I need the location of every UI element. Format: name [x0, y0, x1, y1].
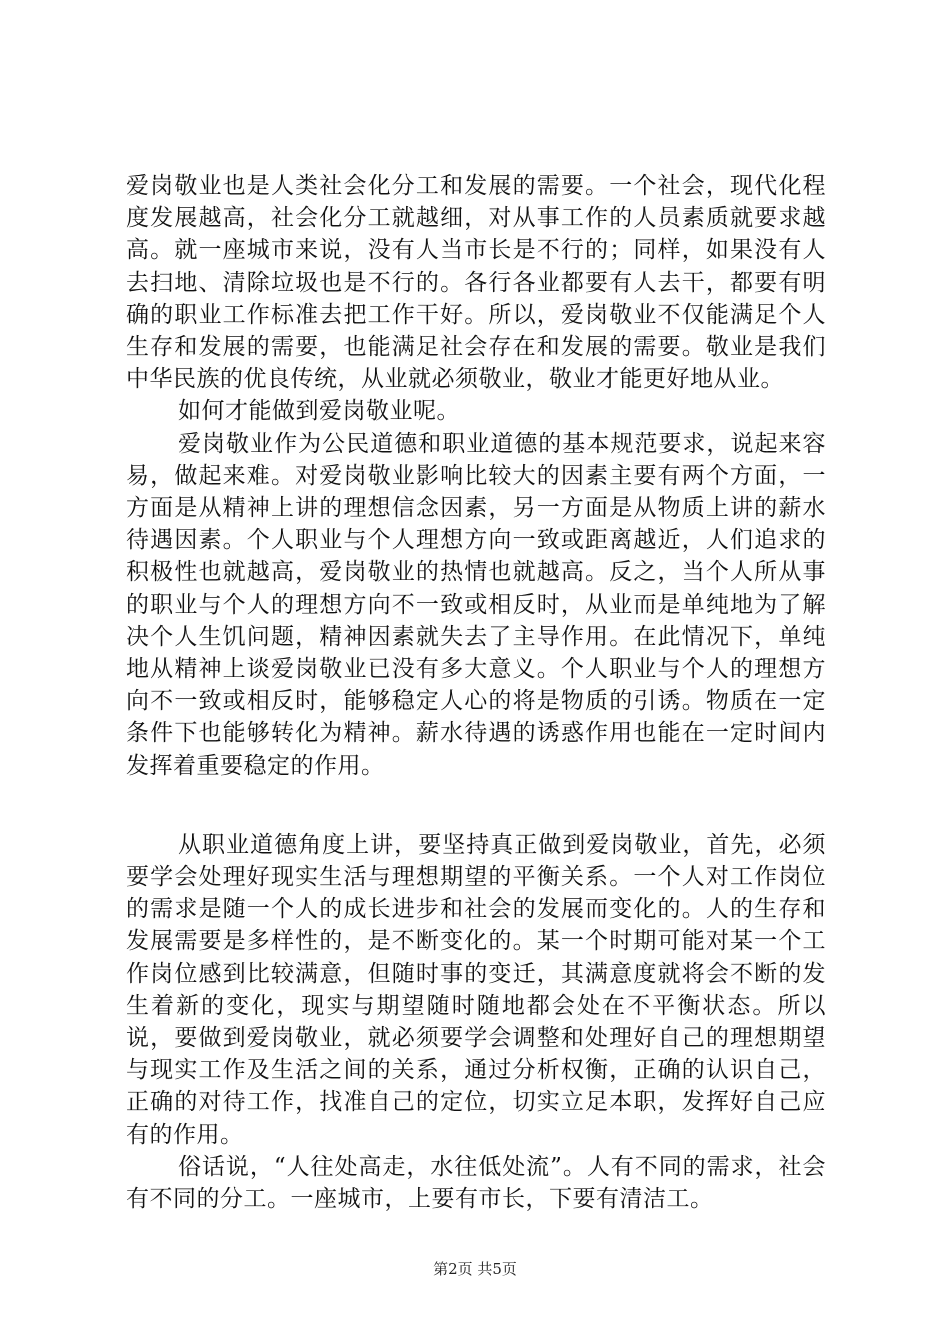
- paragraph-2: 如何才能做到爱岗敬业呢。: [178, 398, 460, 425]
- paragraph-spacer: [126, 782, 826, 829]
- paragraph-1: 爱岗敬业也是人类社会化分工和发展的需要。一个社会，现代化程度发展越高，社会化分工就越细，对从事工作的人员素质就要求越高。就一座城市来说，没有人当市长是不行的；同样，如果没有人去扫地、清除垃圾也是不行的。各行各业都要有人去干，都要有明确的职业工作标准去把工作干好。所以，爱岗敬业不仅能满足个人生存和发展的需要，也能满足社会存在和发展的需要。敬业是我们中华民族的优良传统，从业就必须敬业，敬业才能更好地从业。: [126, 173, 826, 393]
- document-body: [126, 170, 826, 1215]
- paragraph-5: 俗话说，“人往处高走，水往低处流”。人有不同的需求，社会有不同的分工。一座城市，上要有市长，下要有清洁工。: [126, 1153, 826, 1213]
- page-number-footer: 第2页 共5页: [433, 1260, 517, 1278]
- paragraph-4: 从职业道德角度上讲，要坚持真正做到爱岗敬业，首先，必须要学会处理好现实生活与理想期望的平衡关系。一个人对工作岗位的需求是随一个人的成长进步和社会的发展而变化的。人的生存和发展需要是多样性的，是不断变化的。某一个时期可能对某一个工作岗位感到比较满意，但随时事的变迁，其满意度就将会不断的发生着新的变化，现实与期望随时随地都会处在不平衡状态。所以说，要做到爱岗敬业，就必须要学会调整和处理好自己的理想期望与现实工作及生活之间的关系，通过分析权衡，正确的认识自己，正确的对待工作，找准自己的定位，切实立足本职，发挥好自己应有的作用。: [126, 831, 826, 1148]
- paragraph-3: 爱岗敬业作为公民道德和职业道德的基本规范要求，说起来容易，做起来难。对爱岗敬业影响比较大的因素主要有两个方面，一方面是从精神上讲的理想信念因素，另一方面是从物质上讲的薪水待遇因素。个人职业与个人理想方向一致或距离越近，人们追求的积极性也就越高，爱岗敬业的热情也就越高。反之，当个人所从事的职业与个人的理想方向不一致或相反时，从业而是单纯地为了解决个人生饥问题，精神因素就失去了主导作用。在此情况下，单纯地从精神上谈爱岗敬业已没有多大意义。个人职业与个人的理想方向不一致或相反时，能够稳定人心的将是物质的引诱。物质在一定条件下也能够转化为精神。薪水待遇的诱惑作用也能在一定时间内发挥着重要稳定的作用。: [126, 430, 826, 779]
